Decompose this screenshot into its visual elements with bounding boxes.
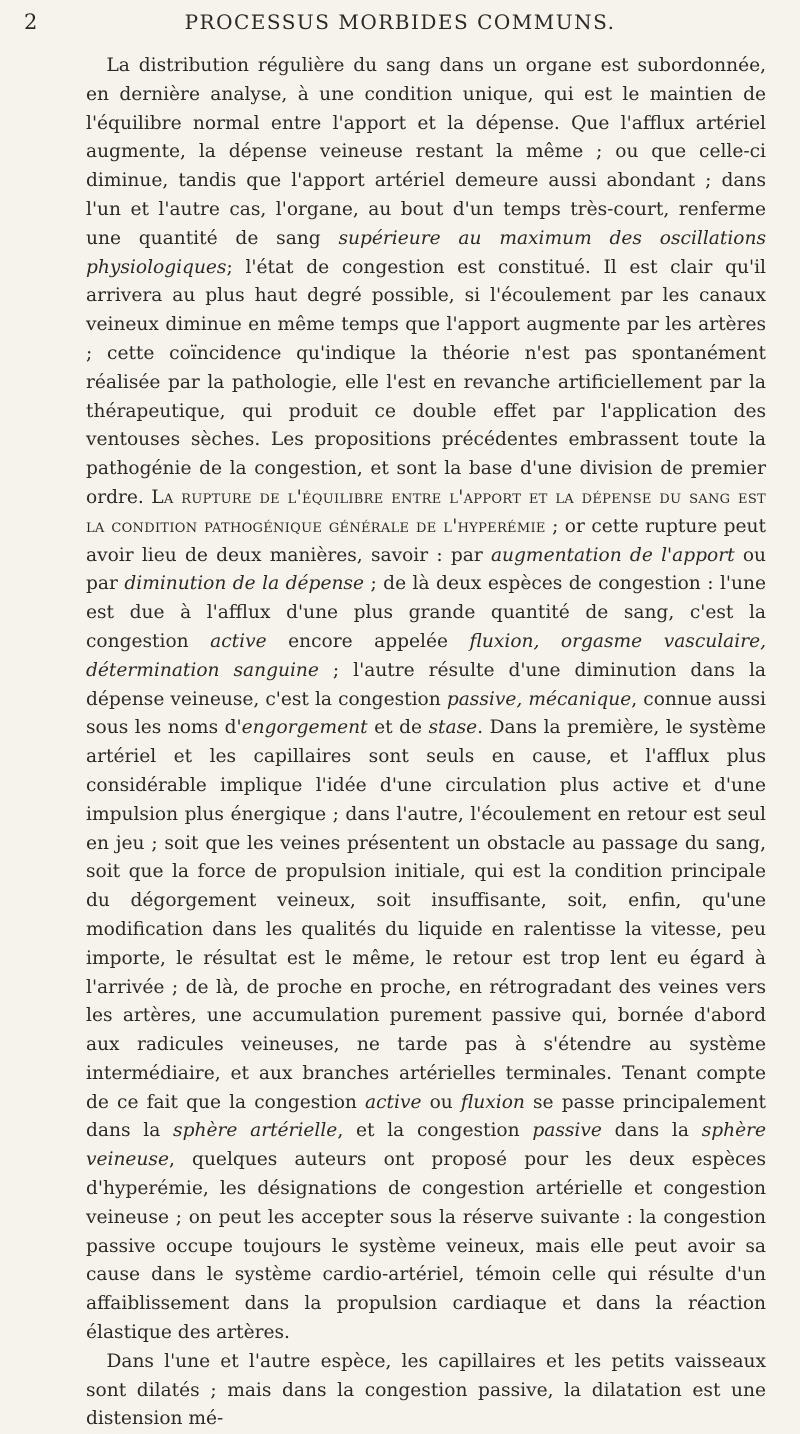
italic-term: passive, mécanique	[446, 688, 632, 710]
page-number: 2	[24, 10, 38, 34]
text-run: Dans l'une et l'autre espèce, les capillaires et les petits vaisseaux sont dilatés ; mais dans la congestion passive, la dilatation est une distension mé-	[86, 1350, 766, 1430]
text-run: et de	[367, 717, 429, 739]
italic-term: fluxion, orgasme vasculaire, détermination sanguine	[86, 630, 767, 681]
italic-term: fluxion	[460, 1091, 525, 1113]
italic-term: active	[210, 630, 267, 652]
text-run: ; de là deux espèces de congestion : l'une est due à l'afflux d'une plus grande quantité de sang, c'est la congestion	[86, 573, 766, 652]
italic-term: stase	[428, 717, 478, 739]
paragraph-2	[86, 1348, 766, 1434]
text-run: encore appelée	[266, 630, 470, 652]
italic-term: active	[365, 1091, 422, 1113]
text-run: , quelques auteurs ont proposé pour les deux espèces d'hyperémie, les désignations de congestion artérielle et congestion veineuse ; on peut les accepter sous la réserve suivante : la congestion passive occupe toujours le système veineux, mais elle peut avoir sa cause dans le système cardio-artériel, témoin celle qui résulte d'un affaiblissement dans la propulsion cardiaque et dans la réaction élastique des artères.	[86, 1149, 766, 1344]
text-run: , et la congestion	[337, 1120, 533, 1142]
italic-term: diminution de la dépense	[124, 573, 364, 595]
italic-term: augmentation de l'apport	[490, 544, 735, 566]
text-run: se passe principalement dans la	[86, 1091, 766, 1142]
text-run: ou par	[86, 544, 766, 595]
italic-term: sphère artérielle	[173, 1120, 338, 1142]
text-run: , connue aussi sous les noms d'	[86, 688, 766, 739]
running-title: PROCESSUS MORBIDES COMMUNS.	[184, 10, 616, 34]
page-header	[0, 8, 800, 38]
italic-term: engorgement	[241, 717, 368, 739]
text-run: ; l'autre résulte d'une diminution dans la dépense veineuse, c'est la congestion	[86, 659, 766, 710]
text-run: ; or cette rupture peut avoir lieu de deux manières, savoir : par	[86, 515, 766, 566]
text-run: La distribution régulière du sang dans un organe est subordonnée, en dernière analyse, à une condition unique, qui est le maintien de l'équilibre normal entre l'apport et la dépense. Que l'afflux artériel augmente, la dépense veineuse restant la même ; ou que celle-ci diminue, tandis que l'apport artériel demeure aussi abondant ; dans l'un et l'autre cas, l'organe, au bout d'un temps très-court, renferme une quantité de sang	[86, 55, 766, 249]
paragraph-1	[86, 52, 766, 1348]
italic-term: supérieure au maximum des oscillations physiologiques	[86, 227, 766, 278]
text-run: dans la	[601, 1120, 702, 1142]
text-run: . Dans la première, le système artériel et les capillaires sont seuls en cause, et l'afflux plus considérable implique l'idée d'une circulation plus active et d'une impulsion plus énergique ; dans l'autre, l'écoulement en retour est seul en jeu ; soit que les veines présentent un obstacle au passage du sang, soit que la force de propulsion initiale, qui est la condition principale du dégorgement veineux, soit insuffisante, soit, enfin, qu'une modification dans les qualités du liquide en ralentisse la vitesse, peu importe, le résultat est le même, le retour est trop lent eu égard à l'arrivée ; de là, de proche en proche, en rétrogradant des veines vers les artères, une accumulation purement passive qui, bornée d'abord aux radicules veineuses, ne tarde pas à s'étendre au système intermédiaire, et aux branches artérielles terminales. Tenant compte de ce fait que la congestion	[86, 717, 766, 1113]
text-run: ou	[421, 1091, 461, 1113]
italic-term: sphère veineuse	[86, 1120, 767, 1171]
text-run: ; l'état de congestion est constitué. Il est clair qu'il arrivera au plus haut degré possible, si l'écoulement par les canaux veineux diminue en même temps que l'apport augmente par les artères ; cette coïncidence qu'indique la théorie n'est pas spontanément réalisée par la pathologie, elle l'est en revanche artificiellement par la thérapeutique, qui produit ce double effet par l'application des ventouses sèches. Les propositions précédentes embrassent toute la pathogénie de la congestion, et sont la base d'une division de premier ordre.	[86, 256, 766, 508]
italic-term: passive	[532, 1120, 602, 1142]
body-text	[86, 52, 766, 1434]
small-caps-heading: La rupture de l'équilibre entre l'apport et la dépense du sang est la condition pathogénique générale de l'hyperémie	[86, 486, 767, 537]
